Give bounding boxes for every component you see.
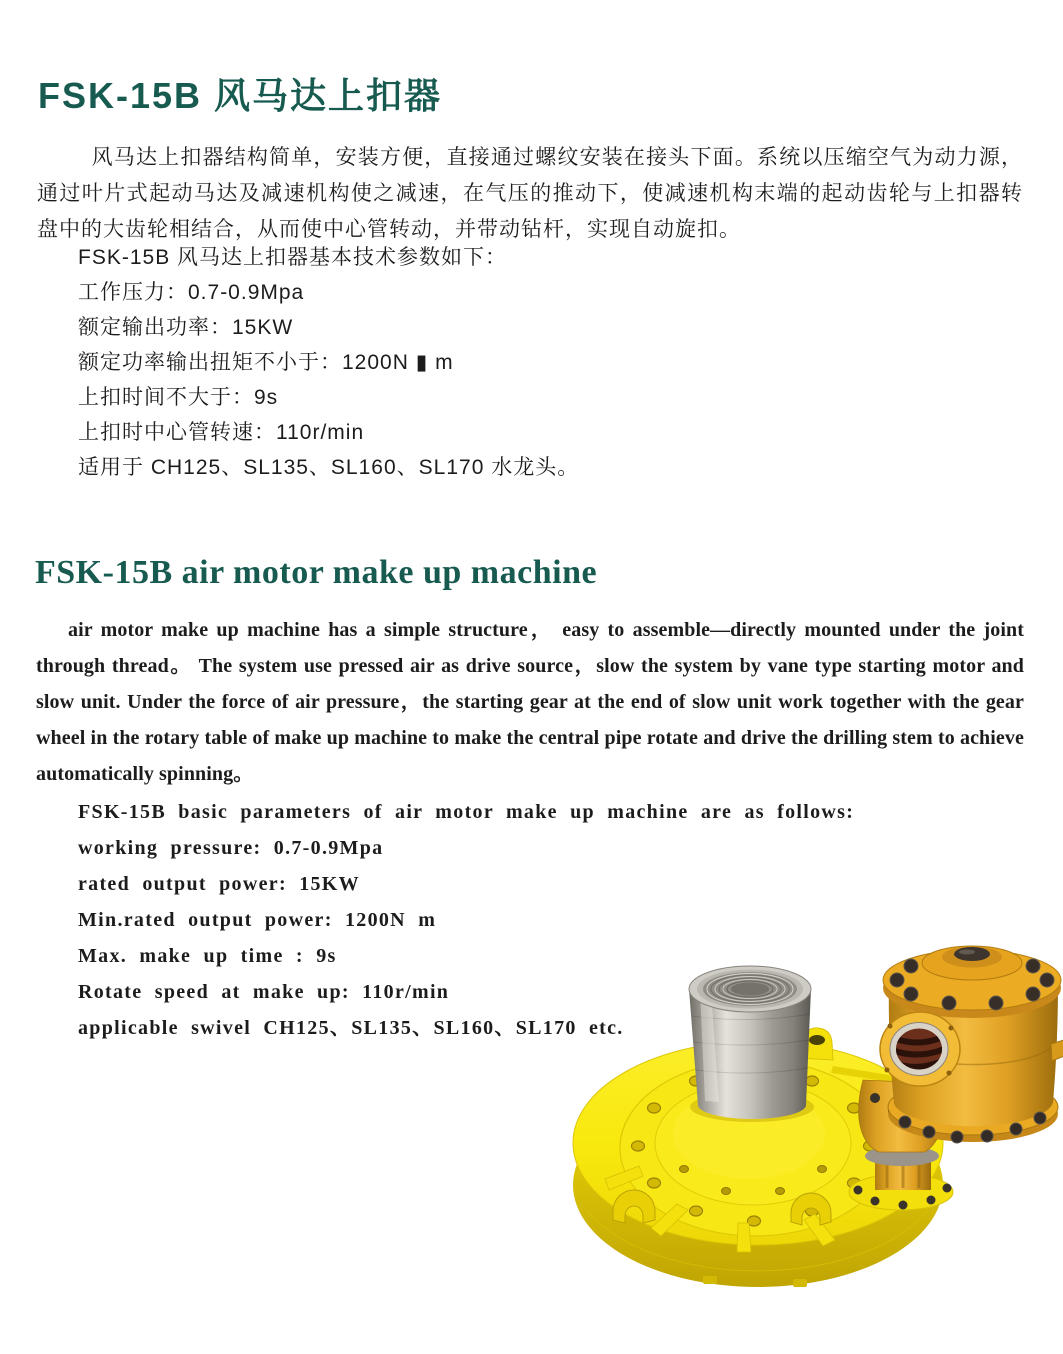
specs-intro-zh: FSK-15B 风马达上扣器基本技术参数如下： bbox=[78, 246, 508, 269]
motor-plug bbox=[954, 947, 990, 961]
spec-item-en: Min.rated output power: 1200N m bbox=[78, 909, 437, 931]
specs-intro-en: FSK-15B basic parameters of air motor make up machine are as follows: bbox=[78, 801, 855, 823]
product-title-en: FSK-15B air motor make up machine bbox=[35, 554, 598, 591]
spec-item-en: working pressure: 0.7-0.9Mpa bbox=[78, 837, 384, 859]
description-zh: 风马达上扣器结构简单，安装方便，直接通过螺纹安装在接头下面。系统以压缩空气为动力源，通过叶片式起动马达及减速机构使之减速，在气压的推动下，使减速机构末端的起动齿轮与上扣器转盘中的大齿轮相结合，从而使中心管转动，并带动钻杆，实现自动旋扣。 bbox=[37, 146, 1023, 241]
motor-bracket bbox=[1051, 1040, 1063, 1061]
central-pipe bbox=[689, 966, 814, 1122]
spec-item-zh: 上扣时中心管转速：110r/min bbox=[78, 421, 365, 444]
product-photo bbox=[553, 918, 1063, 1318]
spec-item-en: Rotate speed at make up: 110r/min bbox=[78, 981, 450, 1003]
spec-item-zh: 适用于 CH125、SL135、SL160、SL170 水龙头。 bbox=[78, 456, 580, 479]
tab-hole bbox=[809, 1035, 825, 1045]
description-en: air motor make up machine has a simple structure， easy to assemble—directly mounted under the joint through thread。 The system use pressed air as drive source，slow the system by vane type starting motor and slow unit. Under the force of air pressure，the starting gear at the end of slow unit work together with the gear wheel in the rotary table of make up machine to make the central pipe rotate and drive the drilling stem to achieve automatically spinning。 bbox=[36, 619, 1024, 785]
spec-item-zh: 额定功率输出扭矩不小于：1200N ▮ m bbox=[78, 351, 454, 374]
spec-item-zh: 额定输出功率：15KW bbox=[78, 316, 294, 339]
product-title-zh: FSK-15B 风马达上扣器 bbox=[38, 75, 443, 116]
spec-item-en: applicable swivel CH125、SL135、SL160、SL170 etc. bbox=[78, 1017, 624, 1039]
spec-item-en: rated output power: 15KW bbox=[78, 873, 360, 895]
spec-item-zh: 上扣时间不大于：9s bbox=[78, 386, 279, 409]
air-motor bbox=[880, 946, 1063, 1143]
spec-item-zh: 工作压力：0.7-0.9Mpa bbox=[78, 281, 305, 304]
inlet-port bbox=[880, 1012, 960, 1086]
specs-block-zh bbox=[78, 240, 579, 485]
spec-item-en: Max. make up time : 9s bbox=[78, 945, 337, 967]
